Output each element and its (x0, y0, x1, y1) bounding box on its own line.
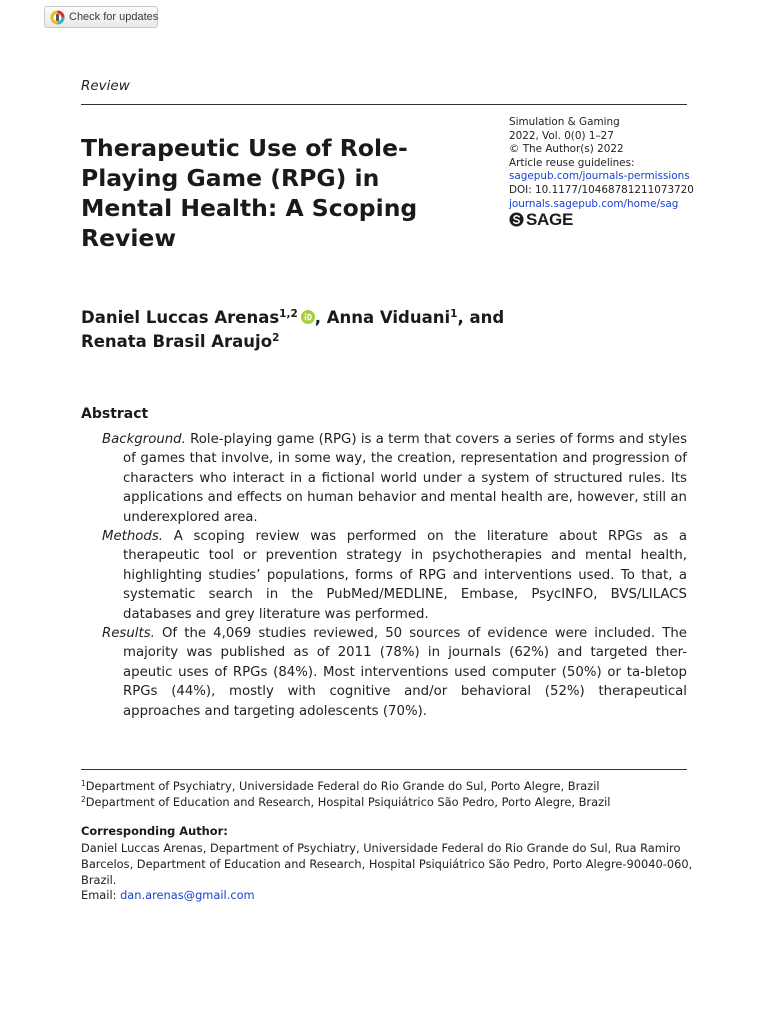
email-link[interactable]: dan.arenas@gmail.com (120, 888, 255, 902)
check-for-updates-label: Check for updates (69, 11, 159, 23)
crossmark-icon (50, 10, 65, 25)
abstract-section-text: Of the 4,069 studies reviewed, 50 sources of evidence were included. The majority was published as of 2011 (78%) in journals (62%) and targeted ther-apeutic uses of RPGs (84%). Most interventions used computer (50%) or ta-bletop RPGs (44%), mostly with cognitive and/or behavioral (52%) therapeutical approaches and targeting adolescents (70%). (123, 626, 687, 719)
journal-meta (509, 116, 699, 227)
affiliation-text: Department of Education and Research, Hospital Psiquiátrico São Pedro, Porto Alegre, Brazil (85, 795, 611, 809)
abstract-section-label: Methods. (102, 529, 164, 545)
journal-home-link[interactable]: journals.sagepub.com/home/sag (509, 197, 679, 210)
footnote-divider (81, 769, 687, 770)
article-title: Therapeutic Use of Role-Playing Game (RPG) in Mental Health: A Scoping Review (81, 134, 418, 252)
affiliation-number: 2 (81, 795, 86, 804)
email-label: Email: (81, 888, 117, 902)
abstract-section-label: Background. (102, 432, 186, 447)
email-line (81, 887, 255, 903)
header-divider (81, 104, 687, 105)
orcid-icon[interactable] (301, 310, 315, 324)
check-for-updates-button[interactable] (44, 6, 158, 28)
author-name[interactable]: Daniel Luccas Arenas (81, 308, 280, 327)
abstract-results (102, 624, 687, 721)
affiliation-item (81, 778, 701, 794)
doi: DOI: 10.1177/10468781211073720 (509, 183, 694, 196)
abstract-heading: Abstract (81, 406, 149, 422)
abstract-background (102, 430, 687, 527)
section-label: Review (81, 78, 130, 94)
abstract-section-text: Role-playing game (RPG) is a term that covers a series of forms and styles of games that involve, in some way, the creation, representation and progression of characters who interact in a fictional world under a system of structured rules. Its applications and effects on human behavior and mental health are, however, still an underexplored area. (123, 432, 687, 525)
corresponding-author-heading: Corresponding Author: (81, 824, 228, 838)
author-affiliation-ref: 1,2 (279, 308, 298, 320)
abstract-section-label: Results. (102, 626, 155, 642)
affiliation-text: Department of Psychiatry, Universidade Federal do Rio Grande do Sul, Porto Alegre, Brazil (85, 779, 600, 793)
corresponding-author-text: Daniel Luccas Arenas, Department of Psychiatry, Universidade Federal do Rio Grande do Sul, Rua Ramiro Barcelos, Department of Education and Research, Hospital Psiquiátrico São Pedro, Porto Alegre-90040-060, Brazil. (81, 841, 693, 887)
author-separator: , (314, 308, 327, 327)
affiliation-number: 1 (81, 779, 86, 788)
affiliations (81, 778, 701, 810)
permissions-link[interactable]: sagepub.com/journals-permissions (509, 170, 690, 183)
author-affiliation-ref: 1 (450, 308, 458, 320)
abstract-methods (102, 527, 687, 624)
abstract-section-text: A scoping review was performed on the literature about RPGs as a therapeutic tool or prevention strategy in psychotherapies and mental health, highlighting studies’ populations, forms of RPG and interventions used. To that, a systematic search in the PubMed/MEDLINE, Embase, PsycINFO, BVS/LILACS databases and grey literature was performed. (123, 529, 687, 622)
abstract-body (102, 430, 687, 721)
sage-logo (509, 209, 699, 229)
author-name[interactable]: Anna Viduani (326, 308, 451, 327)
author-list (81, 306, 701, 354)
volume-info: 2022, Vol. 0(0) 1–27 (509, 129, 614, 142)
reuse-label: Article reuse guidelines: (509, 156, 635, 169)
author-affiliation-ref: 2 (272, 332, 280, 344)
copyright: © The Author(s) 2022 (509, 143, 624, 156)
affiliation-item (81, 794, 701, 810)
sage-wordmark: SAGE (526, 209, 573, 229)
author-separator: , and (457, 308, 505, 327)
journal-name: Simulation & Gaming (509, 116, 620, 128)
author-name[interactable]: Renata Brasil Araujo (81, 332, 273, 351)
sage-s-icon (509, 212, 524, 227)
